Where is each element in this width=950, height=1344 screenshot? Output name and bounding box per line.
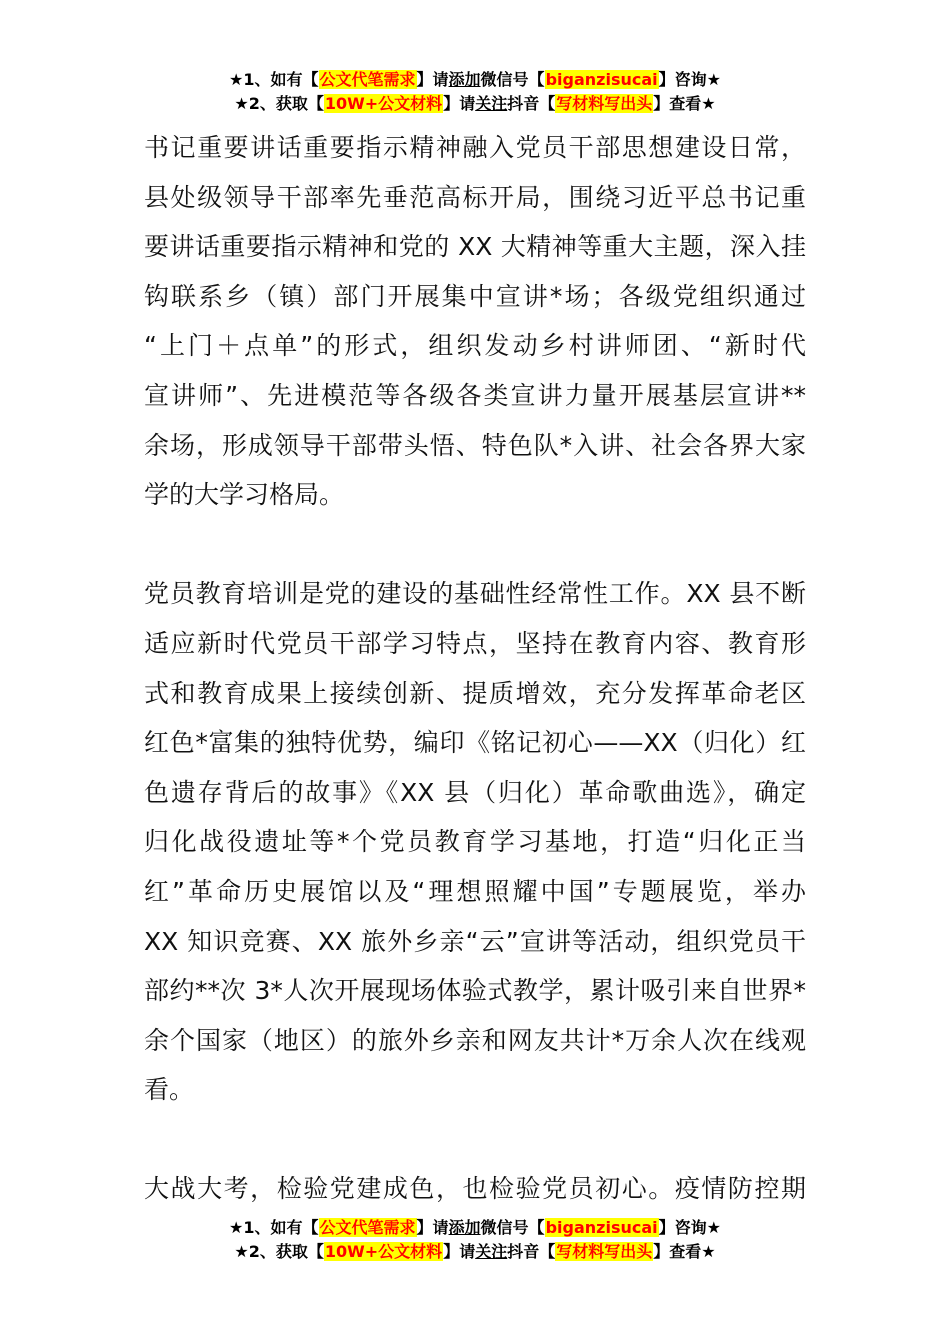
highlight-text: 10W+公文材料 — [324, 1242, 443, 1261]
banner-text: 】咨询★ — [658, 70, 721, 89]
text-line: 县处级领导干部率先垂范高标开局，围绕习近平总书记重 — [144, 182, 806, 212]
highlight-text: 写材料写出头 — [556, 94, 653, 113]
text-line: 书记重要讲话重要指示精神融入党员干部思想建设日常， — [144, 133, 806, 162]
underlined-text: 关注 — [475, 1242, 508, 1261]
document-body — [144, 123, 806, 1214]
text-line: “上门＋点单”的形式，组织发动乡村讲师团、“新时代 — [144, 331, 806, 361]
underlined-text: 添加 — [448, 1218, 481, 1237]
banner-text: ★1、如有【 — [229, 70, 319, 89]
text-line: 看。 — [144, 1075, 195, 1105]
highlight-text: biganzisucai — [545, 70, 658, 89]
text-line: 式和教育成果上接续创新、提质增效，充分发挥革命老区 — [144, 678, 806, 708]
highlight-text: 写材料写出头 — [556, 1242, 653, 1261]
paragraph-spacer — [144, 520, 806, 570]
banner-line-1 — [0, 1216, 950, 1240]
banner-text: 】请 — [443, 94, 476, 113]
banner-text: 】查看★ — [653, 94, 716, 113]
footer-banner — [0, 1216, 950, 1264]
text-line: 红”革命历史展馆以及“理想照耀中国”专题展览，举办 — [144, 876, 806, 906]
highlight-text: 10W+公文材料 — [324, 94, 443, 113]
text-line: 宣讲师”、先进模范等各级各类宣讲力量开展基层宣讲** — [144, 380, 806, 410]
underlined-text: 关注 — [475, 94, 508, 113]
text-line: 色遗存背后的故事》《XX 县（归化）革命歌曲选》，确定 — [144, 777, 806, 807]
banner-text: 】请 — [416, 1218, 449, 1237]
banner-text: 】咨询★ — [658, 1218, 721, 1237]
highlight-text: biganzisucai — [545, 1218, 658, 1237]
text-line: 学的大学习格局。 — [144, 480, 345, 510]
banner-line-1 — [0, 68, 950, 92]
text-line: 适应新时代党员干部学习特点，坚持在教育内容、教育形 — [144, 628, 806, 658]
text-line: 余个国家（地区）的旅外乡亲和网友共计*万余人次在线观 — [144, 1025, 806, 1055]
banner-text: ★2、获取【 — [234, 1242, 324, 1261]
banner-text: 微信号【 — [480, 70, 545, 89]
text-line: 红色*富集的独特优势，编印《铭记初心——XX（归化）红 — [144, 728, 806, 758]
underlined-text: 添加 — [448, 70, 481, 89]
banner-text: ★1、如有【 — [229, 1218, 319, 1237]
banner-text: 】查看★ — [653, 1242, 716, 1261]
banner-line-2 — [0, 92, 950, 116]
banner-text: 】请 — [416, 70, 449, 89]
highlight-text: 公文代笔需求 — [319, 1218, 416, 1237]
banner-text: 抖音【 — [507, 1242, 556, 1261]
text-line: 余场，形成领导干部带头悟、特色队*入讲、社会各界大家 — [144, 430, 806, 460]
banner-text: 】请 — [443, 1242, 476, 1261]
banner-text: 抖音【 — [507, 94, 556, 113]
paragraph-1 — [144, 123, 806, 520]
banner-line-2 — [0, 1240, 950, 1264]
highlight-text: 公文代笔需求 — [319, 70, 416, 89]
banner-text: 微信号【 — [480, 1218, 545, 1237]
banner-text: ★2、获取【 — [234, 94, 324, 113]
paragraph-3 — [144, 1164, 806, 1214]
text-line: 部约**次 3*人次开展现场体验式教学，累计吸引来自世界* — [144, 976, 806, 1006]
paragraph-2 — [144, 569, 806, 1115]
text-line: 钩联系乡（镇）部门开展集中宣讲*场；各级党组织通过 — [144, 281, 806, 311]
text-line: 大战大考，检验党建成色，也检验党员初心。疫情防控期 — [144, 1174, 806, 1204]
header-banner — [0, 68, 950, 116]
text-line: 党员教育培训是党的建设的基础性经常性工作。XX 县不断 — [144, 579, 806, 609]
text-line: 归化战役遗址等*个党员教育学习基地，打造“归化正当 — [144, 827, 806, 857]
paragraph-spacer — [144, 1115, 806, 1165]
text-line: XX 知识竞赛、XX 旅外乡亲“云”宣讲等活动，组织党员干 — [144, 926, 806, 956]
text-line: 要讲话重要指示精神和党的 XX 大精神等重大主题，深入挂 — [144, 232, 806, 262]
